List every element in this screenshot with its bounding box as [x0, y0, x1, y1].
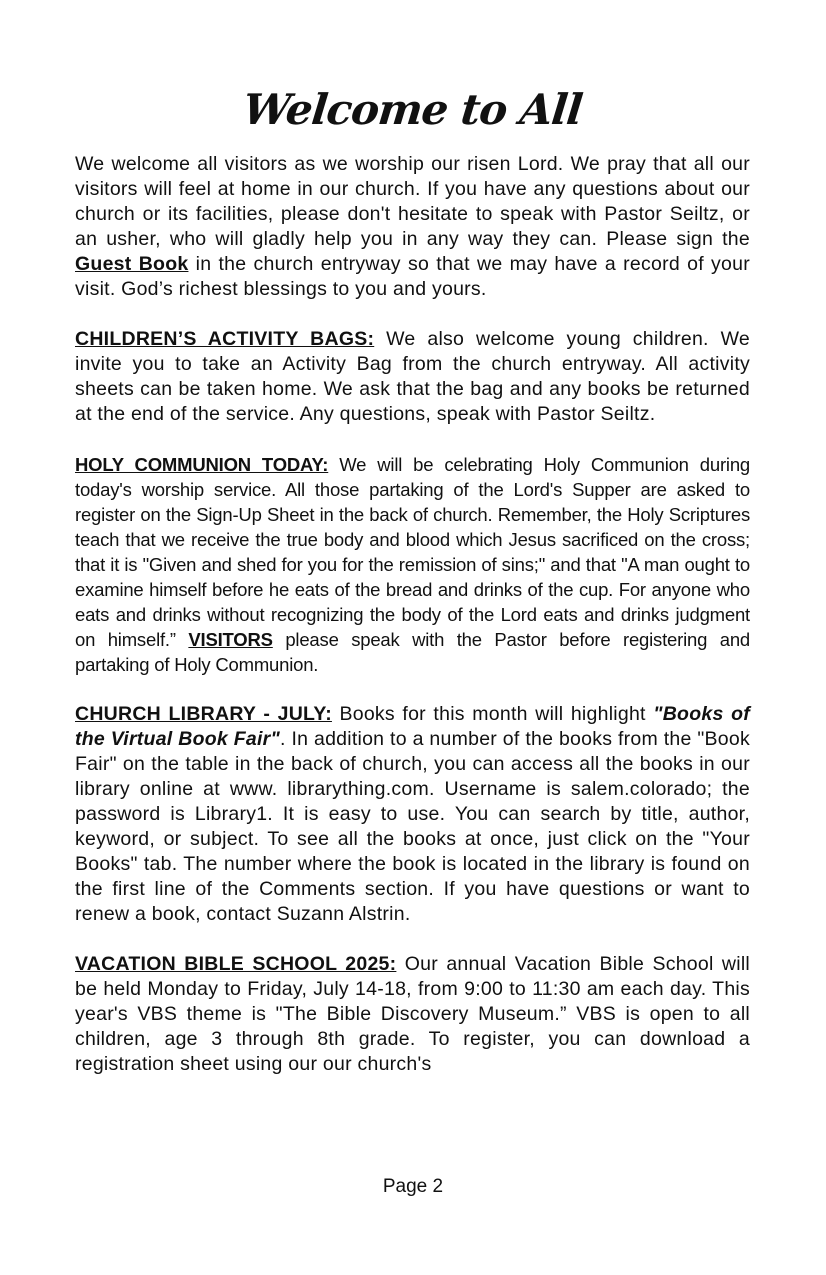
page-number: Page 2: [382, 1176, 444, 1197]
activity-bags-text: We also welcome young children. We invite you to take an Activity Bag from the church entryway. All activity sheets can be taken home. We ask that the bag and any books be returned at the end of the service. Any questions, speak with Pastor Seiltz.: [75, 328, 750, 425]
vbs-paragraph: [75, 952, 750, 1077]
library-text-1: Books for this month will highlight: [331, 703, 654, 725]
vbs-text: Our annual Vacation Bible School will be held Monday to Friday, July 14-18, from 9:00 to 11:30 am each day. This year's VBS theme is "The Bible Discovery Museum.” VBS is open to all children, age 3 through 8th grade. To register, you can download a registration sheet using our our church's: [75, 953, 750, 1075]
welcome-text-2: in the church entryway so that we may have a record of your visit. God’s richest blessings to you and yours.: [75, 253, 750, 300]
communion-text-1: We will be celebrating Holy Communion during today's worship service. All those partaking of the Lord's Supper are asked to register on the Sign-Up Sheet in the back of church. Remember, the Holy Scriptures teach that we receive the true body and blood which Jesus sacrificed on the cross; that it is "Given and shed for you for the remission of sins;" and that "A man ought to examine himself before he eats of the bread and drinks of the cup. For anyone who eats and drinks without recognizing the body of the Lord eats and drinks judgment on himself.”: [75, 454, 751, 650]
communion-paragraph: [75, 452, 750, 677]
communion-text-2: please speak with the Pastor before registering and partaking of Holy Communion.: [75, 629, 750, 675]
activity-bags-heading: CHILDREN’S ACTIVITY BAGS:: [75, 328, 375, 350]
book-fair-title: "Books of the Virtual Book Fair": [75, 703, 750, 750]
welcome-text-1: We welcome all visitors as we worship our risen Lord. We pray that all our visitors will feel at home in our church. If you have any questions about our church or its facilities, please don't hesitate to speak with Pastor Seiltz, or an usher, who will gladly help you in any way they can. Please sign the: [75, 153, 750, 250]
activity-bags-paragraph: [75, 327, 750, 427]
visitors-label: VISITORS: [188, 629, 273, 650]
guest-book-label: Guest Book: [75, 253, 189, 275]
library-paragraph: [75, 702, 750, 927]
vbs-heading: VACATION BIBLE SCHOOL 2025:: [75, 953, 397, 975]
page-title: Welcome to All: [240, 85, 585, 134]
library-text-2: . In addition to a number of the books from the "Book Fair" on the table in the back of church, you can access all the books in our library online at www. librarything.com. Username is salem.colorado; the password is Library1. It is easy to use. You can search by title, author, keyword, or subject. To see all the books at once, just click on the "Your Books" tab. The number where the book is located in the library is found on the first line of the Comments section. If you have questions or want to renew a book, contact Suzann Alstrin.: [75, 728, 750, 925]
bulletin-page: [75, 80, 750, 1102]
welcome-paragraph: [75, 152, 750, 302]
communion-heading: HOLY COMMUNION TODAY:: [75, 454, 329, 475]
library-heading: CHURCH LIBRARY - JULY:: [75, 703, 332, 725]
